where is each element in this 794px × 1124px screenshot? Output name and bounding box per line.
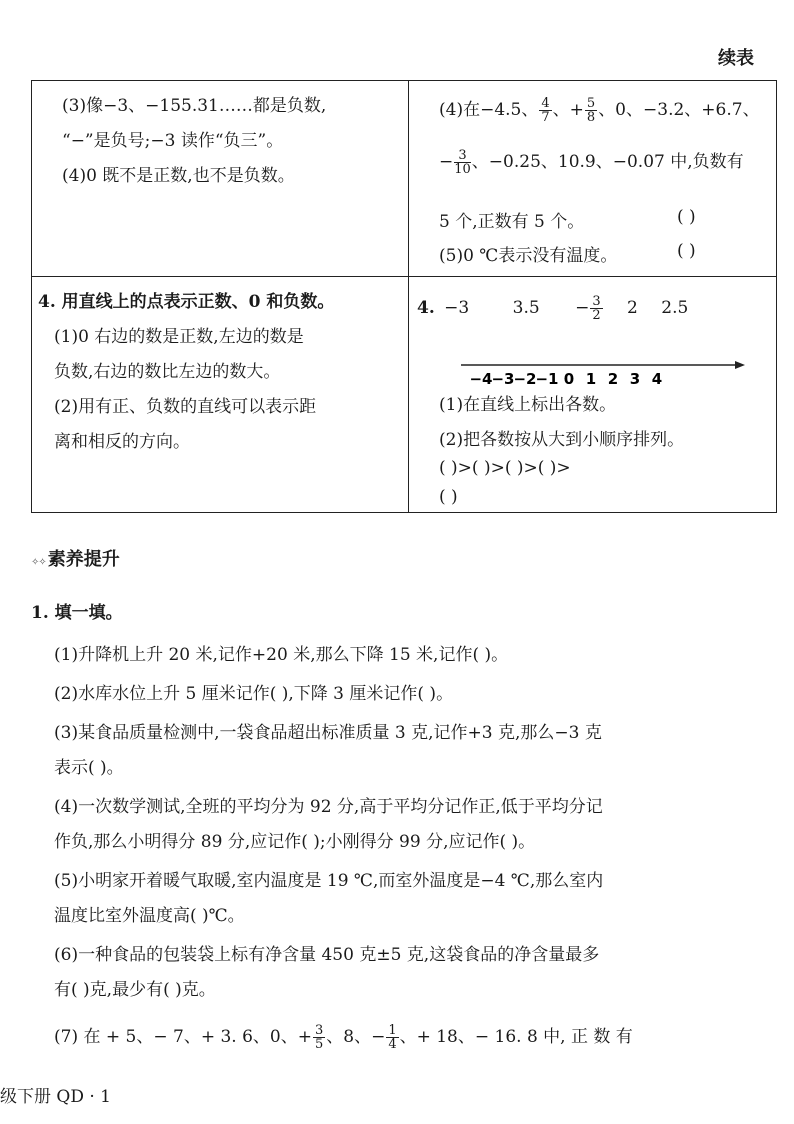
- tick-label: −1: [535, 370, 559, 388]
- question-line: [439, 95, 760, 124]
- tick-label: −3: [491, 370, 515, 388]
- continued-label: 续表: [718, 48, 754, 69]
- answer-blank[interactable]: ( ): [677, 207, 696, 227]
- knowledge-table: [31, 80, 777, 513]
- question-line: [439, 147, 744, 176]
- page-footer: 级下册 QD · 1: [0, 1087, 111, 1107]
- row1-right-cell: [409, 81, 777, 277]
- answer-blank[interactable]: ( ): [677, 241, 696, 261]
- fraction: [539, 97, 551, 124]
- fill-item: (6)一种食品的包装袋上标有净含量 450 克±5 克,这袋食品的净含量最多: [54, 945, 600, 965]
- topic-heading: 4. 用直线上的点表示正数、0 和负数。: [38, 292, 335, 312]
- text-line: 负数,右边的数比左边的数大。: [54, 362, 281, 382]
- value-sign: −: [575, 298, 590, 318]
- arrow-head-icon: [735, 361, 745, 369]
- tick-label: −2: [513, 370, 537, 388]
- fill-item: 表示( )。: [54, 758, 124, 778]
- text-segment: 、+ 18、− 16. 8 中, 正 数 有: [399, 1027, 633, 1047]
- text-segment: (4)在−4.5、: [439, 100, 539, 120]
- fill-item: (5)小明家开着暖气取暖,室内温度是 19 ℃,而室外温度是−4 ℃,那么室内: [54, 871, 604, 891]
- text-segment: 、+: [552, 100, 584, 120]
- denominator: 7: [541, 110, 550, 125]
- text-segment: 、8、−: [326, 1027, 386, 1047]
- fraction: [590, 295, 602, 322]
- order-blanks[interactable]: ( )>( )>( )>( )>: [439, 458, 571, 478]
- tick-label: −4: [469, 370, 493, 388]
- section-title: [31, 545, 120, 571]
- denominator: 4: [388, 1037, 397, 1052]
- tick-label: 4: [651, 370, 663, 388]
- text-line: 5 个,正数有 5 个。: [439, 212, 585, 232]
- section-title-text: 素养提升: [47, 549, 120, 570]
- fill-item: [54, 1022, 633, 1051]
- denominator: 5: [314, 1037, 324, 1052]
- question-number: 4.: [417, 298, 435, 318]
- numerator: 3: [314, 1023, 324, 1038]
- row1-left-cell: [32, 81, 409, 277]
- text-line: (1)0 右边的数是正数,左边的数是: [54, 327, 304, 347]
- value: 2.5: [661, 298, 689, 318]
- numerator: 4: [541, 96, 550, 111]
- fraction: [454, 149, 471, 176]
- number-line[interactable]: [461, 353, 751, 393]
- numerator: 5: [586, 96, 596, 111]
- fraction: [386, 1024, 398, 1051]
- fill-item: 温度比室外温度高( )℃。: [54, 906, 245, 926]
- subquestion: (2)把各数按从大到小顺序排列。: [439, 430, 685, 450]
- tick-label: 1: [585, 370, 597, 388]
- values-line: [417, 295, 688, 322]
- row2-left-cell: [32, 277, 409, 513]
- denominator: 10: [454, 162, 471, 177]
- question-1-title: 1. 填一填。: [31, 603, 123, 623]
- numerator: 1: [388, 1023, 397, 1038]
- numerator: 3: [592, 294, 601, 309]
- fill-item: (1)升降机上升 20 米,记作+20 米,那么下降 15 米,记作( )。: [54, 645, 509, 665]
- fill-item: 作负,那么小明得分 89 分,应记作( );小刚得分 99 分,应记作( )。: [54, 832, 536, 852]
- numerator: 3: [454, 149, 471, 163]
- tick-label: 2: [607, 370, 619, 388]
- fill-item: 有( )克,最少有( )克。: [54, 980, 216, 1000]
- value: −3: [444, 298, 470, 318]
- section-mark-icon: ✧✧: [31, 557, 46, 568]
- denominator: 8: [586, 110, 596, 125]
- value: 2: [627, 298, 638, 318]
- value: 3.5: [512, 298, 540, 318]
- text-line: 离和相反的方向。: [54, 432, 190, 452]
- text-line: (5)0 ℃表示没有温度。: [439, 246, 618, 266]
- denominator: 2: [592, 308, 601, 323]
- tick-labels: [469, 370, 662, 388]
- fraction: [313, 1024, 325, 1051]
- text-segment: (7) 在 + 5、− 7、+ 3. 6、0、+: [54, 1027, 312, 1047]
- text-segment: 、0、−3.2、+6.7、: [598, 100, 760, 120]
- fraction: [585, 97, 597, 124]
- text-line: (2)用有正、负数的直线可以表示距: [54, 397, 317, 417]
- fill-item: (2)水库水位上升 5 厘米记作( ),下降 3 厘米记作( )。: [54, 684, 454, 704]
- order-blank-last[interactable]: ( ): [439, 487, 458, 507]
- subquestion: (1)在直线上标出各数。: [439, 395, 617, 415]
- text-line: (3)像−3、−155.31……都是负数,: [62, 96, 327, 116]
- text-line: “−”是负号;−3 读作“负三”。: [62, 131, 284, 151]
- tick-label: 0: [563, 370, 575, 388]
- row2-right-cell: [409, 277, 777, 513]
- text-line: (4)0 既不是正数,也不是负数。: [62, 166, 295, 186]
- tick-label: 3: [629, 370, 641, 388]
- fill-item: (3)某食品质量检测中,一袋食品超出标准质量 3 克,记作+3 克,那么−3 克: [54, 723, 602, 743]
- fill-item: (4)一次数学测试,全班的平均分为 92 分,高于平均分记作正,低于平均分记: [54, 797, 603, 817]
- text-segment: −: [439, 152, 454, 172]
- text-segment: 、−0.25、10.9、−0.07 中,负数有: [471, 152, 744, 172]
